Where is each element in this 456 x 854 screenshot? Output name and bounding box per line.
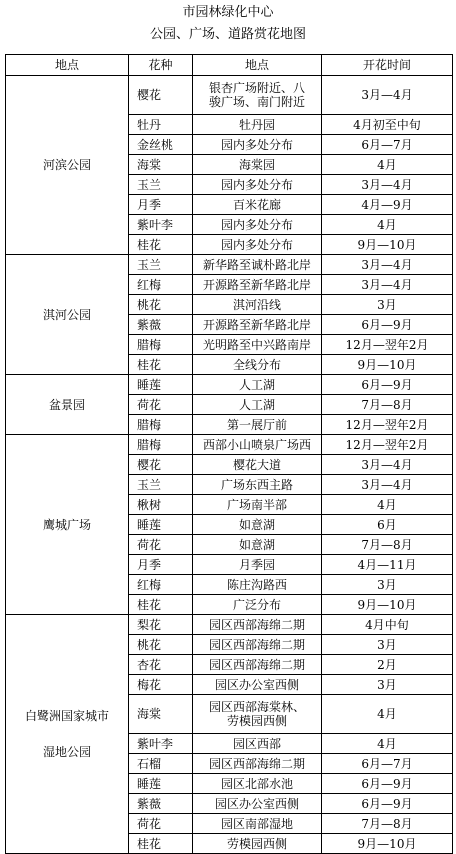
- time-cell: 12月—翌年2月: [322, 435, 453, 455]
- flower-cell: 楸树: [129, 495, 193, 515]
- location-cell: 如意湖: [193, 515, 322, 535]
- table-row: [6, 435, 453, 455]
- location-cell: 广泛分布: [193, 595, 322, 615]
- time-cell: 6月—9月: [322, 774, 453, 794]
- time-cell: 9月—10月: [322, 595, 453, 615]
- flower-cell: 梨花: [129, 615, 193, 635]
- time-cell: 12月—翌年2月: [322, 415, 453, 435]
- location-cell: 园区办公室西侧: [193, 794, 322, 814]
- flower-cell: 桃花: [129, 295, 193, 315]
- time-cell: 3月—4月: [322, 255, 453, 275]
- park-name-cell: 河滨公园: [6, 76, 129, 255]
- flower-cell: 睡莲: [129, 515, 193, 535]
- time-cell: 4月: [322, 734, 453, 754]
- flower-cell: 樱花: [129, 455, 193, 475]
- location-cell: 园区西部海绵二期: [193, 655, 322, 675]
- time-cell: 6月: [322, 515, 453, 535]
- location-cell: 园内多处分布: [193, 135, 322, 155]
- flower-cell: 紫薇: [129, 794, 193, 814]
- flower-cell: 腊梅: [129, 335, 193, 355]
- location-cell: 人工湖: [193, 375, 322, 395]
- flower-cell: 紫叶李: [129, 734, 193, 754]
- location-cell: 园区西部: [193, 734, 322, 754]
- location-cell: 人工湖: [193, 395, 322, 415]
- flower-cell: 玉兰: [129, 255, 193, 275]
- location-cell: 如意湖: [193, 535, 322, 555]
- table-header-row: [6, 55, 453, 76]
- location-cell: 园区西部海绵二期: [193, 635, 322, 655]
- time-cell: 4月中旬: [322, 615, 453, 635]
- flower-cell: 红梅: [129, 575, 193, 595]
- time-cell: 6月—9月: [322, 375, 453, 395]
- location-cell: 园区西部海绵二期: [193, 615, 322, 635]
- time-cell: 3月: [322, 675, 453, 695]
- location-cell: 园区西部海棠林、劳模园西侧: [193, 695, 322, 734]
- time-cell: 4月: [322, 695, 453, 734]
- flower-cell: 腊梅: [129, 435, 193, 455]
- location-cell: 开源路至新华路北岸: [193, 315, 322, 335]
- location-cell: 陈庄沟路西: [193, 575, 322, 595]
- flower-cell: 杏花: [129, 655, 193, 675]
- flower-cell: 荷花: [129, 814, 193, 834]
- park-name-line: 白鹭洲国家城市: [24, 709, 109, 723]
- flower-cell: 樱花: [129, 76, 193, 115]
- park-name-cell: 淇河公园: [6, 255, 129, 375]
- time-cell: 3月—4月: [322, 455, 453, 475]
- time-cell: 6月—7月: [322, 754, 453, 774]
- location-cell: 淇河沿线: [193, 295, 322, 315]
- time-cell: 6月—9月: [322, 315, 453, 335]
- location-cell: 百米花廊: [193, 195, 322, 215]
- flower-cell: 紫薇: [129, 315, 193, 335]
- flower-cell: 荷花: [129, 535, 193, 555]
- flower-cell: 紫叶李: [129, 215, 193, 235]
- time-cell: 6月—9月: [322, 794, 453, 814]
- title-block: [0, 0, 456, 54]
- flower-cell: 桂花: [129, 834, 193, 854]
- time-cell: 7月—8月: [322, 814, 453, 834]
- flower-cell: 月季: [129, 555, 193, 575]
- park-name-cell: 盆景园: [6, 375, 129, 435]
- location-cell: 园区南部湿地: [193, 814, 322, 834]
- flower-cell: 荷花: [129, 395, 193, 415]
- flower-cell: 睡莲: [129, 375, 193, 395]
- park-name-cell: 鹰城广场: [6, 435, 129, 615]
- location-cell: 园区北部水池: [193, 774, 322, 794]
- location-cell: 全线分布: [193, 355, 322, 375]
- location-cell: 新华路至诚朴路北岸: [193, 255, 322, 275]
- flower-cell: 月季: [129, 195, 193, 215]
- table-row: [6, 375, 453, 395]
- time-cell: 9月—10月: [322, 834, 453, 854]
- park-name-line: 湿地公园: [42, 745, 91, 759]
- location-cell: 牡丹园: [193, 115, 322, 135]
- header-location: 地点: [193, 55, 322, 76]
- table-row: [6, 615, 453, 635]
- flower-cell: 桃花: [129, 635, 193, 655]
- flower-cell: 玉兰: [129, 175, 193, 195]
- flower-cell: 腊梅: [129, 415, 193, 435]
- park-name-cell: [6, 615, 129, 854]
- table-row: [6, 76, 453, 115]
- location-cell: 园内多处分布: [193, 235, 322, 255]
- table-body: [6, 76, 453, 854]
- location-cell: 海棠园: [193, 155, 322, 175]
- location-cell: 月季园: [193, 555, 322, 575]
- time-cell: 4月—11月: [322, 555, 453, 575]
- location-cell: 光明路至中兴路南岸: [193, 335, 322, 355]
- header-flower: 花种: [129, 55, 193, 76]
- time-cell: 7月—8月: [322, 535, 453, 555]
- flower-cell: 牡丹: [129, 115, 193, 135]
- location-cell: 第一展厅前: [193, 415, 322, 435]
- time-cell: 3月: [322, 575, 453, 595]
- location-cell: 开源路至新华路北岸: [193, 275, 322, 295]
- flower-cell: 海棠: [129, 695, 193, 734]
- location-cell: 园内多处分布: [193, 215, 322, 235]
- time-cell: 4月: [322, 155, 453, 175]
- flower-cell: 金丝桃: [129, 135, 193, 155]
- flower-cell: 桂花: [129, 355, 193, 375]
- time-cell: 12月—翌年2月: [322, 335, 453, 355]
- header-place: 地点: [6, 55, 129, 76]
- location-cell: 园区办公室西侧: [193, 675, 322, 695]
- time-cell: 3月—4月: [322, 175, 453, 195]
- time-cell: 7月—8月: [322, 395, 453, 415]
- location-cell: 西部小山喷泉广场西: [193, 435, 322, 455]
- flower-cell: 红梅: [129, 275, 193, 295]
- time-cell: 3月—4月: [322, 76, 453, 115]
- flower-cell: 梅花: [129, 675, 193, 695]
- flower-schedule-table: [5, 54, 453, 854]
- location-cell: 广场东西主路: [193, 475, 322, 495]
- time-cell: 9月—10月: [322, 355, 453, 375]
- page-subtitle: 公园、广场、道路赏花地图: [149, 27, 306, 42]
- time-cell: 3月: [322, 295, 453, 315]
- page-title: 市园林绿化中心: [182, 5, 274, 20]
- flower-cell: 石榴: [129, 754, 193, 774]
- flower-cell: 玉兰: [129, 475, 193, 495]
- location-cell: 劳模园西侧: [193, 834, 322, 854]
- flower-cell: 海棠: [129, 155, 193, 175]
- time-cell: 4月初至中旬: [322, 115, 453, 135]
- location-cell: 樱花大道: [193, 455, 322, 475]
- flower-cell: 桂花: [129, 595, 193, 615]
- location-cell: 园区西部海绵二期: [193, 754, 322, 774]
- time-cell: 4月—9月: [322, 195, 453, 215]
- time-cell: 2月: [322, 655, 453, 675]
- time-cell: 4月: [322, 215, 453, 235]
- time-cell: 6月—7月: [322, 135, 453, 155]
- table-row: [6, 255, 453, 275]
- location-cell: 银杏广场附近、八骏广场、南门附近: [193, 76, 322, 115]
- flower-cell: 睡莲: [129, 774, 193, 794]
- time-cell: 3月—4月: [322, 475, 453, 495]
- header-time: 开花时间: [322, 55, 453, 76]
- time-cell: 9月—10月: [322, 235, 453, 255]
- time-cell: 4月: [322, 495, 453, 515]
- flower-cell: 桂花: [129, 235, 193, 255]
- location-cell: 园内多处分布: [193, 175, 322, 195]
- time-cell: 3月—4月: [322, 275, 453, 295]
- time-cell: 3月: [322, 635, 453, 655]
- location-cell: 广场南半部: [193, 495, 322, 515]
